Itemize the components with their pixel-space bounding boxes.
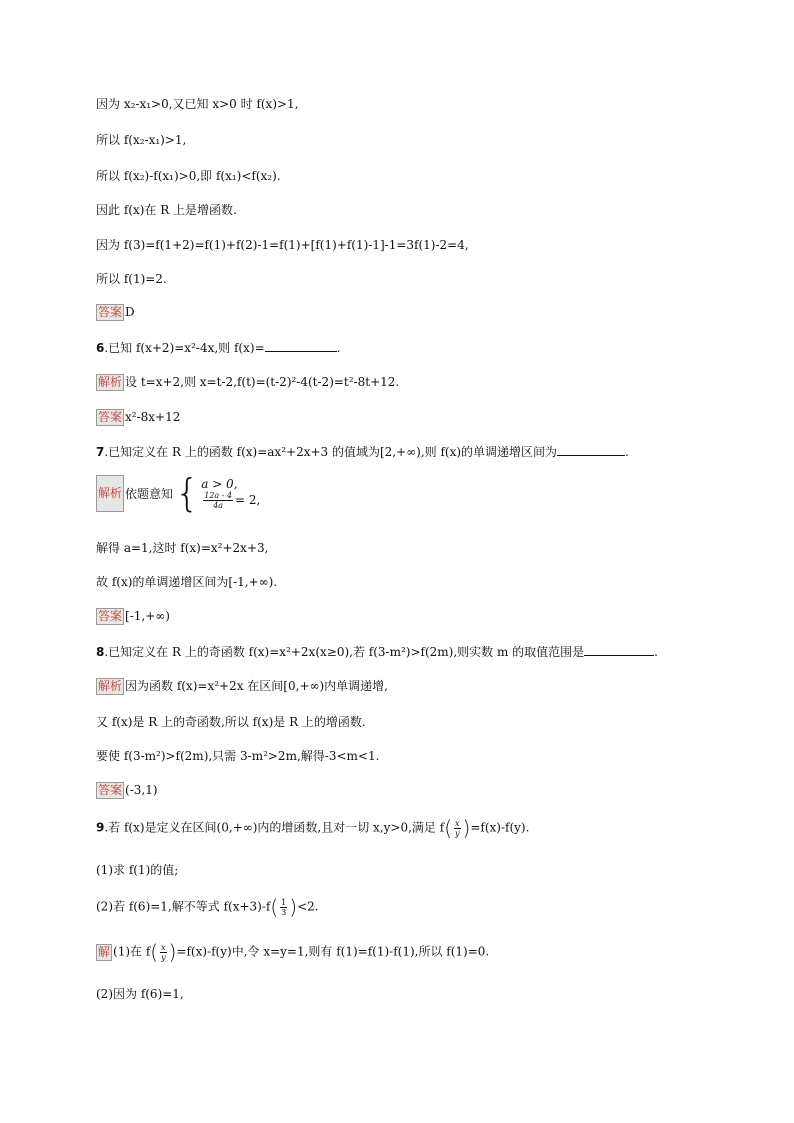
text-line: 所以 f(1)=2. [96, 272, 167, 286]
answer-blank [557, 444, 625, 456]
question-number: 8 [96, 645, 105, 659]
question-text: .已知定义在 R 上的奇函数 f(x)=x²+2x(x≥0),若 f(3-m²)>f(2m),则实数 m 的取值范围是 [104, 645, 585, 659]
text-line: 因为 x₂-x₁>0,又已知 x>0 时 f(x)>1, [96, 97, 299, 111]
question-6 [96, 340, 340, 356]
equation-row: a > 0, [201, 476, 238, 491]
question-9 [96, 818, 529, 838]
solution-row [96, 942, 489, 962]
analysis-row [96, 374, 399, 391]
answer-value: D [125, 305, 135, 319]
fraction [203, 491, 233, 510]
question-number: 9 [96, 820, 105, 835]
denominator: 4a [213, 500, 224, 510]
text-line: 因为 f(3)=f(1+2)=f(1)+f(2)-1=f(1)+[f(1)+f(1)-1]-1=3f(1)-2=4, [96, 238, 469, 252]
answer-row [96, 409, 180, 426]
answer-value: (-3,1) [125, 783, 158, 797]
analysis-tag: 解析 [98, 375, 123, 389]
question-text: .已知定义在 R 上的函数 f(x)=ax²+2x+3 的值域为[2,+∞),则 f(x)的单调递增区间为 [104, 445, 558, 459]
solution-text: =f(x)-f(y)中,令 x=y=1,则有 f(1)=f(1)-f(1),所以 f(1)=0. [176, 944, 490, 959]
question-text: =f(x)-f(y). [470, 820, 530, 835]
answer-tag: 答案 [98, 609, 123, 623]
question-end: . [625, 445, 629, 459]
answer-tag: 答案 [98, 783, 123, 797]
question-end: . [654, 645, 658, 659]
fraction [160, 943, 167, 962]
answer-row [96, 782, 158, 799]
answer-row [96, 304, 135, 321]
text-line: 因此 f(x)在 R 上是增函数. [96, 203, 237, 217]
paren-symbol: ) [168, 940, 177, 964]
equation-system [201, 477, 260, 510]
analysis-system [96, 471, 261, 515]
analysis-tag: 解析 [98, 679, 123, 693]
text-line: 所以 f(x₂)-f(x₁)>0,即 f(x₁)<f(x₂). [96, 169, 281, 183]
fraction [454, 819, 461, 838]
answer-tag: 答案 [98, 410, 123, 424]
question-7 [96, 444, 629, 460]
paren-symbol: ) [462, 816, 471, 840]
question-end: . [336, 341, 341, 355]
text-line [96, 897, 319, 917]
analysis-text: 依题意知 [125, 486, 174, 501]
numerator: x [455, 818, 460, 828]
answer-value: x²-8x+12 [125, 410, 181, 424]
numerator: x [161, 942, 166, 952]
answer-tag: 答案 [98, 305, 123, 319]
text-line: (1)求 f(1)的值; [96, 863, 179, 877]
denominator: y [161, 952, 166, 962]
solution-tag: 解 [98, 944, 111, 959]
equation-row [201, 491, 260, 510]
numerator: 12a - 4 [204, 490, 233, 500]
analysis-text: 因为函数 f(x)=x²+2x 在区间[0,+∞)内单调递增, [125, 679, 388, 693]
text-line: (2)因为 f(6)=1, [96, 987, 184, 1001]
equation-rest: = 2, [235, 492, 261, 507]
analysis-tag: 解析 [96, 475, 124, 512]
text-line: 故 f(x)的单调递增区间为[-1,+∞). [96, 575, 278, 589]
paren-symbol: ( [444, 816, 452, 840]
question-text: (2)若 f(6)=1,解不等式 f(x+3)-f [96, 899, 271, 914]
question-text: .若 f(x)是定义在区间(0,+∞)内的增函数,且对一切 x,y>0,满足 f [104, 820, 445, 835]
answer-blank [584, 644, 654, 656]
answer-value: [-1,+∞) [125, 609, 170, 623]
denominator: y [454, 828, 460, 838]
denominator: 3 [281, 907, 287, 917]
paren-symbol: ( [270, 895, 279, 919]
text-line: 解得 a=1,这时 f(x)=x²+2x+3, [96, 541, 269, 555]
question-text: <2. [297, 899, 319, 914]
question-text: .已知 f(x+2)=x²-4x,则 f(x)= [104, 341, 265, 355]
paren-symbol: ( [150, 940, 159, 964]
answer-blank [265, 340, 337, 352]
fraction [280, 898, 287, 917]
analysis-text: 设 t=x+2,则 x=t-2,f(t)=(t-2)²-4(t-2)=t²-8t+12. [125, 375, 400, 389]
solution-text: (1)在 f [113, 944, 151, 959]
text-line: 所以 f(x₂-x₁)>1, [96, 133, 187, 147]
text-line: 又 f(x)是 R 上的奇函数,所以 f(x)是 R 上的增函数. [96, 715, 366, 729]
question-number: 7 [96, 445, 105, 459]
question-number: 6 [96, 341, 105, 355]
question-8 [96, 644, 658, 660]
text-line: 要使 f(3-m²)>f(2m),只需 3-m²>2m,解得-3<m<1. [96, 749, 380, 763]
analysis-row [96, 678, 388, 695]
paren-symbol: ) [289, 895, 298, 919]
numerator: 1 [281, 897, 287, 907]
brace-symbol: { [175, 471, 200, 515]
answer-row [96, 608, 170, 625]
